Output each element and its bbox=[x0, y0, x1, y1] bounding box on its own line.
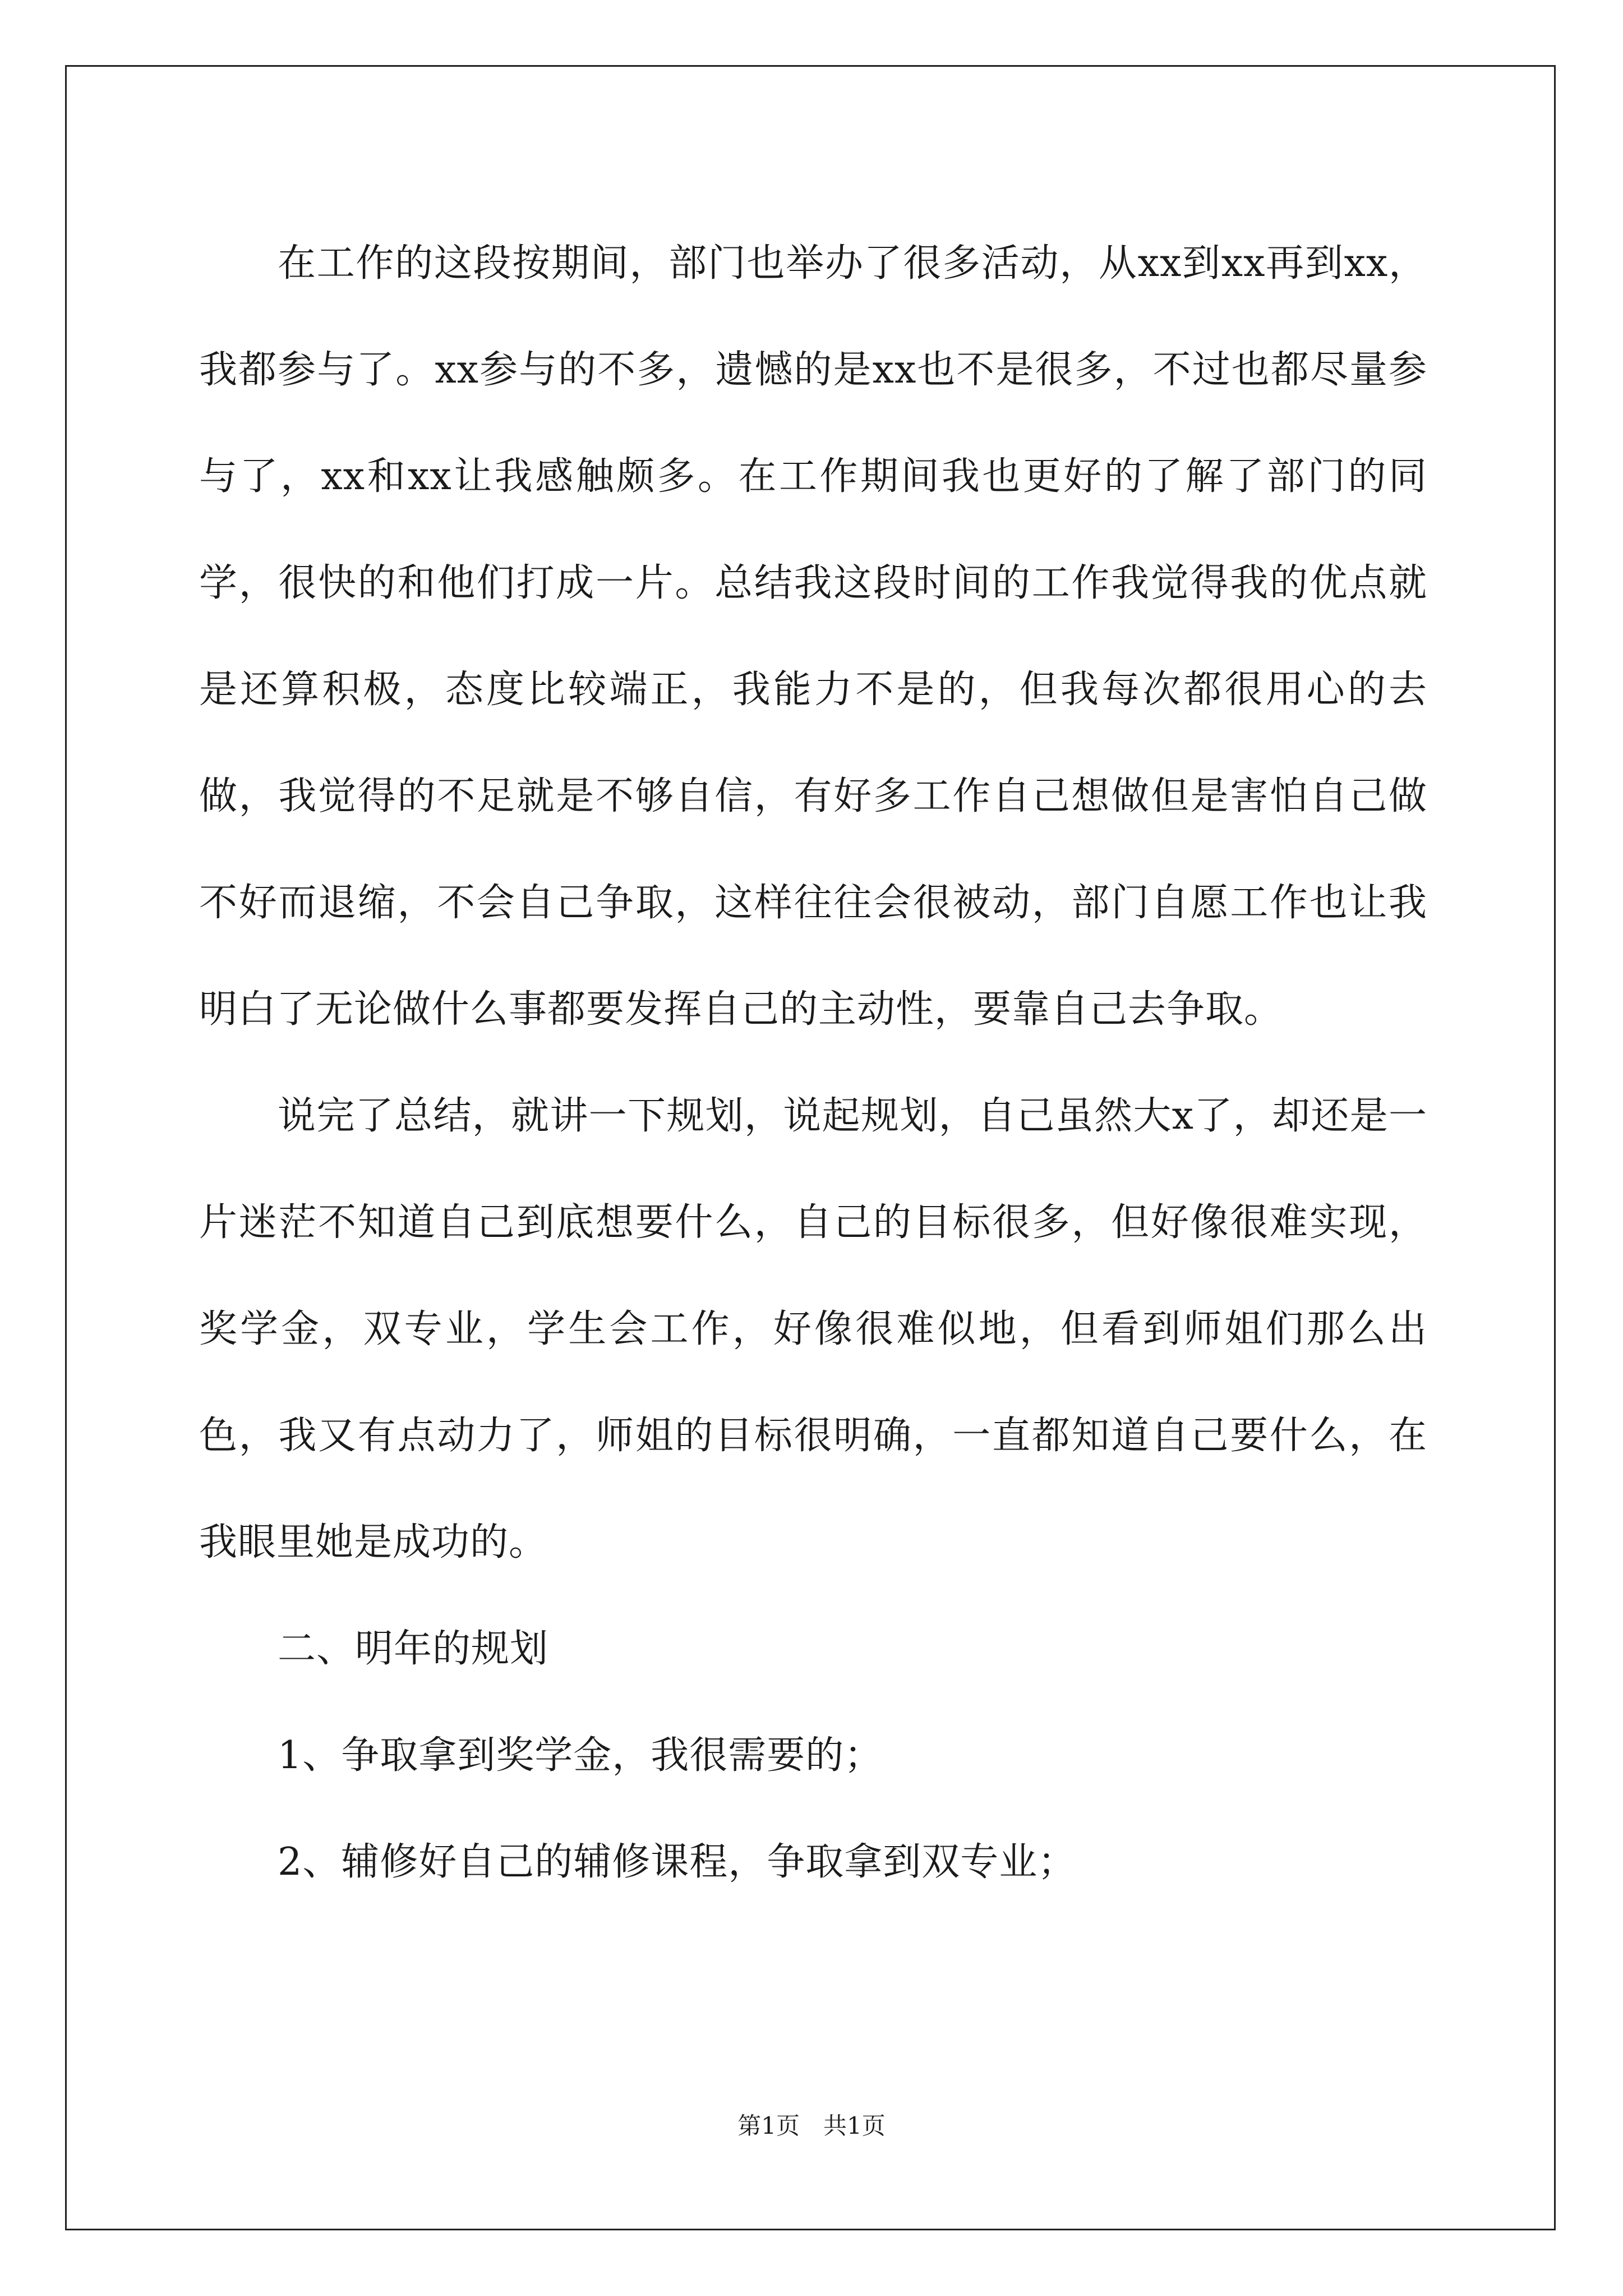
section-heading: 二、明年的规划 bbox=[278, 1627, 549, 1671]
paragraph-summary: 在工作的这段按期间，部门也举办了很多活动，从xx到xx再到xx，我都参与了。xx参与的不多，遗憾的是xx也不是很多，不过也都尽量参与了，xx和xx让我感触颇多。在工作期间我也更好的了解了部门的同学，很快的和他们打成一片。总结我这段时间的工作我觉得我的优点就是还算积极，态度比较端正，我能力不是的，但我每次都很用心的去做，我觉得的不足就是不够自信，有好多工作自己想做但是害怕自己做不好而退缩，不会自己争取，这样往往会很被动，部门自愿工作也让我明白了无论做什么事都要发挥自己的主动性，要靠自己去争取。 bbox=[199, 241, 1427, 1032]
document-body bbox=[199, 210, 1427, 1916]
page-number-footer: 第1页 共1页 bbox=[737, 2112, 886, 2139]
paragraph-planning: 说完了总结，就讲一下规划，说起规划，自己虽然大x了，却还是一片迷茫不知道自己到底想要什么，自己的目标很多，但好像很难实现，奖学金，双专业，学生会工作，好像很难似地，但看到师姐们那么出色，我又有点动力了，师姐的目标很明确，一直都知道自己要什么，在我眼里她是成功的。 bbox=[199, 1094, 1427, 1565]
list-item: 1、争取拿到奖学金，我很需要的； bbox=[278, 1733, 883, 1778]
list-item: 2、辅修好自己的辅修课程，争取拿到双专业； bbox=[278, 1840, 1077, 1884]
